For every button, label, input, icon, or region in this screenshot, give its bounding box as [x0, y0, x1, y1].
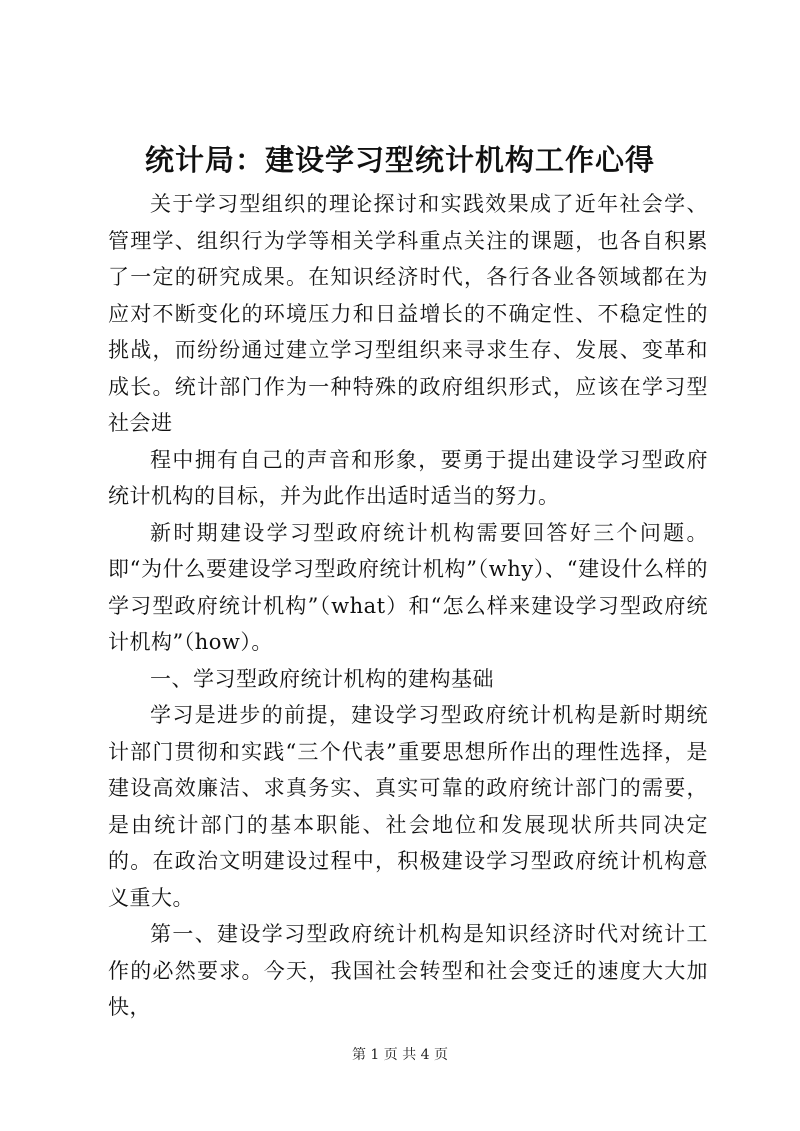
- paragraph-continuation: 程中拥有自己的声音和形象，要勇于提出建设学习型政府统计机构的目标，并为此作出适时适当的努力。: [108, 447, 708, 508]
- paragraph-three-questions: 新时期建设学习型政府统计机构需要回答好三个问题。即“为什么要建设学习型政府统计机构”（why）、“建设什么样的学习型政府统计机构”（what）和“怎么样来建设学习型政府统计机构”（how）。: [108, 520, 708, 654]
- page-footer: 第 1 页 共 4 页: [351, 1047, 449, 1063]
- document-body: [108, 186, 708, 1026]
- document-title: 统计局：建设学习型统计机构工作心得: [144, 143, 655, 177]
- paragraph-learning-premise: 学习是进步的前提，建设学习型政府统计机构是新时期统计部门贯彻和实践“三个代表”重要思想所作出的理性选择，是建设高效廉洁、求真务实、真实可靠的政府统计部门的需要，是由统计部门的基本职能、社会地位和发展现状所共同决定的。在政治文明建设过程中，积极建设学习型政府统计机构意义重大。: [108, 703, 708, 910]
- paragraph-intro: 关于学习型组织的理论探讨和实践效果成了近年社会学、管理学、组织行为学等相关学科重点关注的课题，也各自积累了一定的研究成果。在知识经济时代，各行各业各领域都在为应对不断变化的环境压力和日益增长的不确定性、不稳定性的挑战，而纷纷通过建立学习型组织来寻求生存、发展、变革和成长。统计部门作为一种特殊的政府组织形式，应该在学习型社会进: [108, 192, 708, 435]
- section-heading-1: 一、学习型政府统计机构的建构基础: [150, 666, 494, 691]
- paragraph-first-point: 第一、建设学习型政府统计机构是知识经济时代对统计工作的必然要求。今天，我国社会转型和社会变迁的速度大大加快，: [108, 922, 708, 1019]
